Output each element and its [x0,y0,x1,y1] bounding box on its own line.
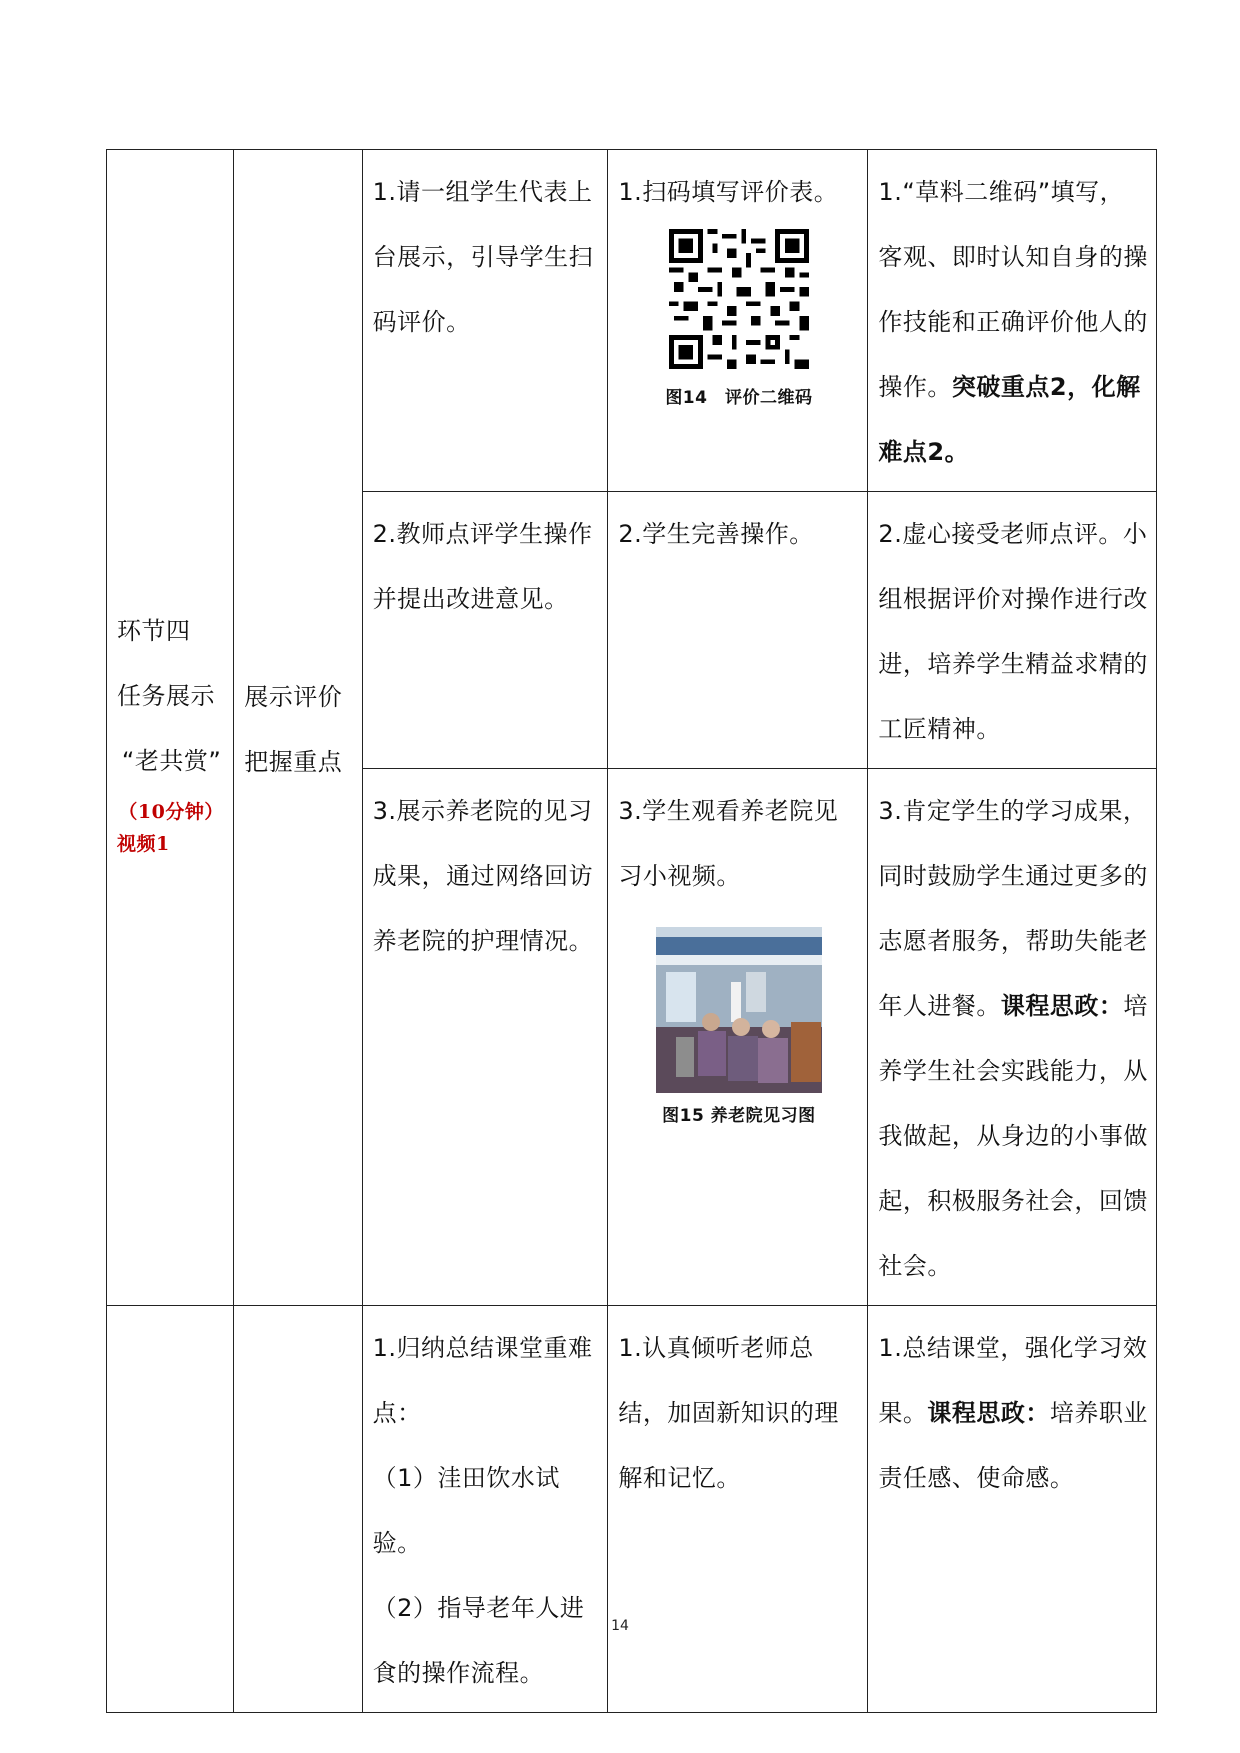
teacher-activity: 2.教师点评学生操作并提出改进意见。 [372,520,593,613]
teacher-activity: 1.请一组学生代表上台展示，引导学生扫码评价。 [372,178,594,336]
goal-cell-empty [234,1306,362,1713]
teacher-cell [362,1306,608,1713]
intent-text: 1.总结课堂，强化学习效果。 [878,1334,1148,1427]
intent-text: 1.“草料二维码”填写，客观、即时认知自身的操作技能和正确评价他人的操作。 [878,178,1148,401]
student-activity: 1.扫码填写评价表。 [618,178,839,206]
intent-cell [868,492,1157,769]
student-cell [608,1306,868,1713]
intent-tail: 培养学生社会实践能力，从我做起，从身边的小事做起，积极服务社会，回馈社会。 [878,992,1148,1280]
nursing-home-photo [656,927,822,1093]
qr-caption: 图14 评价二维码 [665,388,813,408]
student-cell [608,769,868,1306]
intent-cell [868,769,1157,1306]
goal-cell [234,150,362,1306]
intent-cell [868,150,1157,492]
teacher-item-2: （2）指导老年人进食的操作流程。 [372,1594,585,1687]
intent-highlight: 课程思政： [1000,992,1124,1020]
teacher-activity: 3.展示养老院的见习成果，通过网络回访养老院的护理情况。 [372,797,594,955]
stage-title: 环节四 [117,617,191,645]
teacher-activity: 1.归纳总结课堂重难点： [372,1334,593,1427]
intent-highlight: 课程思政： [927,1399,1050,1427]
student-activity: 2.学生完善操作。 [618,520,814,548]
intent-cell [868,1306,1157,1713]
qr-figure [618,229,859,413]
stage-task: 任务展示 [117,682,215,710]
student-cell [608,492,868,769]
student-activity: 1.认真倾听老师总结，加固新知识的理解和记忆。 [618,1334,839,1492]
intent-tail: 培养职业责任感、使命感。 [878,1399,1148,1492]
stage-video: 视频1 [117,833,170,855]
teacher-cell [362,492,608,769]
photo-caption: 图15 养老院见习图 [662,1106,816,1126]
goal-text: 展示评价把握重点 [244,682,343,776]
qr-code-icon [669,229,809,369]
teacher-cell [362,769,608,1306]
stage-subtitle: “老共赏” [121,747,222,775]
student-cell [608,150,868,492]
lesson-plan-table [106,149,1157,1713]
stage-cell-empty [107,1306,234,1713]
student-activity: 3.学生观看养老院见习小视频。 [618,797,839,890]
intent-highlight: 突破重点2，化解难点2。 [878,373,1141,466]
stage-cell [107,150,234,1306]
intent-text: 2.虚心接受老师点评。小组根据评价对操作进行改进，培养学生精益求精的工匠精神。 [878,520,1148,743]
photo-image-icon [656,927,822,1093]
table-row [107,1306,1157,1713]
teacher-cell [362,150,608,492]
intent-text: 3.肯定学生的学习成果，同时鼓励学生通过更多的志愿者服务，帮助失能老年人进餐。 [878,797,1148,1020]
stage-duration: （10分钟） [118,801,224,823]
table-row [107,150,1157,492]
teacher-item-1: （1）洼田饮水试验。 [372,1464,560,1557]
page-number: 14 [611,1618,629,1634]
